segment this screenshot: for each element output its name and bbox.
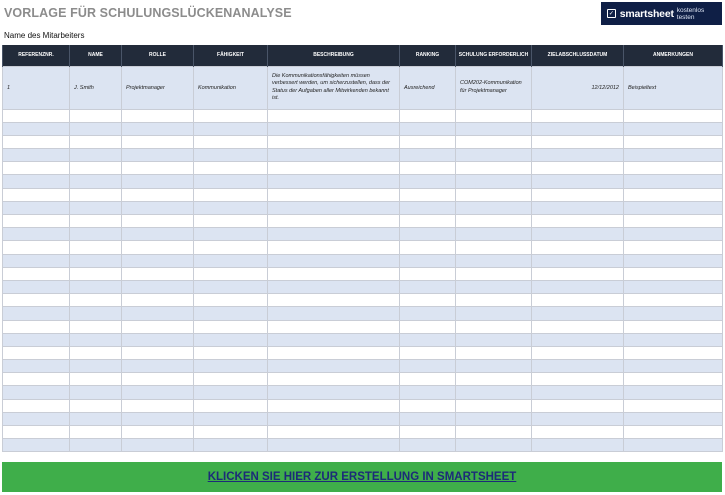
cell-skill[interactable] xyxy=(194,360,268,373)
cell-target-date[interactable] xyxy=(532,201,624,214)
cell-training[interactable] xyxy=(456,386,532,399)
cell-training[interactable] xyxy=(456,215,532,228)
column-header-skill: FÄHIGKEIT xyxy=(194,45,268,66)
cell-description[interactable] xyxy=(268,386,400,399)
cell-training[interactable] xyxy=(456,241,532,254)
table-row xyxy=(3,320,723,333)
cell-role[interactable] xyxy=(122,426,194,439)
cell-skill[interactable] xyxy=(194,228,268,241)
cell-notes[interactable] xyxy=(624,122,723,135)
cell-name[interactable] xyxy=(70,426,122,439)
cell-target-date[interactable] xyxy=(532,373,624,386)
cell-target-date[interactable] xyxy=(532,386,624,399)
cell-training[interactable] xyxy=(456,399,532,412)
cell-skill[interactable] xyxy=(194,215,268,228)
cell-training[interactable] xyxy=(456,135,532,148)
cell-role[interactable] xyxy=(122,346,194,359)
table-header-row xyxy=(3,45,723,66)
cell-target-date[interactable] xyxy=(532,188,624,201)
cell-target-date[interactable] xyxy=(532,109,624,122)
cell-role[interactable] xyxy=(122,109,194,122)
cell-ref[interactable] xyxy=(3,162,70,175)
cell-description[interactable] xyxy=(268,162,400,175)
cell-target-date[interactable] xyxy=(532,135,624,148)
cell-training[interactable] xyxy=(456,412,532,425)
cell-target-date[interactable] xyxy=(532,320,624,333)
cell-notes[interactable] xyxy=(624,175,723,188)
cell-ref[interactable] xyxy=(3,280,70,293)
cell-ranking[interactable] xyxy=(400,346,456,359)
cell-notes[interactable] xyxy=(624,109,723,122)
training-gap-table xyxy=(2,45,723,452)
cell-skill[interactable] xyxy=(194,439,268,452)
cell-ref[interactable] xyxy=(3,175,70,188)
cell-role[interactable] xyxy=(122,360,194,373)
cell-name[interactable] xyxy=(70,201,122,214)
cell-skill[interactable] xyxy=(194,188,268,201)
cell-description[interactable]: Die Kommunikationsfähigkeiten müssen verbessert werden, um sicherzustellen, dass der Status der Aufgaben aller Mitwirkenden bekannt ist. xyxy=(268,66,400,109)
cell-target-date[interactable] xyxy=(532,294,624,307)
cell-name[interactable] xyxy=(70,241,122,254)
table-row xyxy=(3,66,723,109)
cell-notes[interactable] xyxy=(624,280,723,293)
cell-notes[interactable] xyxy=(624,201,723,214)
cell-target-date[interactable] xyxy=(532,333,624,346)
cell-notes[interactable] xyxy=(624,162,723,175)
cell-skill[interactable]: Kommunikation xyxy=(194,66,268,109)
cell-name[interactable] xyxy=(70,320,122,333)
table-row xyxy=(3,426,723,439)
cell-skill[interactable] xyxy=(194,412,268,425)
cell-ranking[interactable] xyxy=(400,320,456,333)
cell-ref[interactable] xyxy=(3,267,70,280)
cell-description[interactable] xyxy=(268,109,400,122)
cell-description[interactable] xyxy=(268,360,400,373)
cell-ranking[interactable] xyxy=(400,109,456,122)
cell-name[interactable] xyxy=(70,333,122,346)
cell-notes[interactable] xyxy=(624,412,723,425)
cell-training[interactable] xyxy=(456,280,532,293)
cell-training[interactable] xyxy=(456,254,532,267)
cell-description[interactable] xyxy=(268,399,400,412)
cell-notes[interactable] xyxy=(624,215,723,228)
cell-ranking[interactable] xyxy=(400,307,456,320)
cell-description[interactable] xyxy=(268,122,400,135)
table-row xyxy=(3,122,723,135)
cell-ranking[interactable] xyxy=(400,188,456,201)
cell-skill[interactable] xyxy=(194,399,268,412)
cell-notes[interactable] xyxy=(624,439,723,452)
cell-notes[interactable] xyxy=(624,267,723,280)
cell-name[interactable] xyxy=(70,267,122,280)
cell-role[interactable] xyxy=(122,135,194,148)
cell-target-date[interactable] xyxy=(532,346,624,359)
table-row xyxy=(3,386,723,399)
cell-description[interactable] xyxy=(268,346,400,359)
cell-training[interactable] xyxy=(456,307,532,320)
cell-notes[interactable] xyxy=(624,346,723,359)
cell-ref[interactable] xyxy=(3,412,70,425)
cell-ref[interactable] xyxy=(3,135,70,148)
cell-target-date[interactable] xyxy=(532,175,624,188)
cell-target-date[interactable] xyxy=(532,149,624,162)
cell-notes[interactable] xyxy=(624,254,723,267)
cell-description[interactable] xyxy=(268,215,400,228)
column-header-role: ROLLE xyxy=(122,45,194,66)
cell-skill[interactable] xyxy=(194,162,268,175)
cell-role[interactable] xyxy=(122,162,194,175)
cell-training[interactable] xyxy=(456,267,532,280)
cell-role[interactable] xyxy=(122,320,194,333)
cell-target-date[interactable] xyxy=(532,215,624,228)
cell-role[interactable] xyxy=(122,373,194,386)
table-row xyxy=(3,333,723,346)
cell-skill[interactable] xyxy=(194,307,268,320)
cell-ranking[interactable] xyxy=(400,333,456,346)
cell-skill[interactable] xyxy=(194,280,268,293)
cell-training[interactable] xyxy=(456,346,532,359)
cell-training[interactable] xyxy=(456,175,532,188)
create-in-smartsheet-link[interactable]: KLICKEN SIE HIER ZUR ERSTELLUNG IN SMARTSHEET xyxy=(207,471,517,483)
cell-name[interactable]: J. Smith xyxy=(70,66,122,109)
cell-description[interactable] xyxy=(268,373,400,386)
table-row xyxy=(3,228,723,241)
cell-role[interactable] xyxy=(122,175,194,188)
cell-target-date[interactable]: 12/12/2012 xyxy=(532,66,624,109)
cell-ranking[interactable] xyxy=(400,294,456,307)
cell-ref[interactable] xyxy=(3,386,70,399)
cell-ranking[interactable] xyxy=(400,412,456,425)
cell-ref[interactable] xyxy=(3,439,70,452)
cell-ref[interactable] xyxy=(3,373,70,386)
table-row xyxy=(3,201,723,214)
cell-ref[interactable] xyxy=(3,254,70,267)
cell-skill[interactable] xyxy=(194,135,268,148)
column-header-training: SCHULUNG ERFORDERLICH xyxy=(456,45,532,66)
cell-notes[interactable]: Beispieltext xyxy=(624,66,723,109)
cell-target-date[interactable] xyxy=(532,254,624,267)
cell-ranking[interactable]: Ausreichend xyxy=(400,66,456,109)
cell-description[interactable] xyxy=(268,426,400,439)
cell-ranking[interactable] xyxy=(400,162,456,175)
cell-notes[interactable] xyxy=(624,149,723,162)
cell-training[interactable] xyxy=(456,373,532,386)
cell-ref[interactable] xyxy=(3,399,70,412)
cell-ranking[interactable] xyxy=(400,135,456,148)
cell-description[interactable] xyxy=(268,241,400,254)
cell-name[interactable] xyxy=(70,294,122,307)
column-header-target-date: ZIELABSCHLUSSDATUM xyxy=(532,45,624,66)
cell-notes[interactable] xyxy=(624,228,723,241)
cell-notes[interactable] xyxy=(624,135,723,148)
cell-skill[interactable] xyxy=(194,254,268,267)
cell-target-date[interactable] xyxy=(532,122,624,135)
cell-skill[interactable] xyxy=(194,149,268,162)
cell-ranking[interactable] xyxy=(400,360,456,373)
table-row xyxy=(3,373,723,386)
cell-ref[interactable] xyxy=(3,346,70,359)
cell-role[interactable] xyxy=(122,228,194,241)
cell-description[interactable] xyxy=(268,294,400,307)
cell-ref[interactable] xyxy=(3,109,70,122)
cell-description[interactable] xyxy=(268,175,400,188)
logo-name: smartsheet xyxy=(619,7,674,20)
cell-role[interactable] xyxy=(122,254,194,267)
cell-training[interactable] xyxy=(456,122,532,135)
table-row xyxy=(3,307,723,320)
cell-description[interactable] xyxy=(268,201,400,214)
cell-description[interactable] xyxy=(268,439,400,452)
cell-skill[interactable] xyxy=(194,386,268,399)
cell-notes[interactable] xyxy=(624,426,723,439)
table-row xyxy=(3,188,723,201)
cell-description[interactable] xyxy=(268,333,400,346)
cell-name[interactable] xyxy=(70,162,122,175)
cell-ref[interactable] xyxy=(3,188,70,201)
cell-ranking[interactable] xyxy=(400,280,456,293)
cell-target-date[interactable] xyxy=(532,399,624,412)
cell-notes[interactable] xyxy=(624,360,723,373)
table-row xyxy=(3,109,723,122)
cell-skill[interactable] xyxy=(194,109,268,122)
cell-name[interactable] xyxy=(70,175,122,188)
cell-notes[interactable] xyxy=(624,307,723,320)
cell-role[interactable] xyxy=(122,412,194,425)
cell-ranking[interactable] xyxy=(400,228,456,241)
cell-role[interactable] xyxy=(122,201,194,214)
cell-notes[interactable] xyxy=(624,320,723,333)
table-row xyxy=(3,412,723,425)
cell-name[interactable] xyxy=(70,228,122,241)
cell-ranking[interactable] xyxy=(400,439,456,452)
cell-notes[interactable] xyxy=(624,188,723,201)
cell-ranking[interactable] xyxy=(400,254,456,267)
table-row xyxy=(3,215,723,228)
cell-ref[interactable] xyxy=(3,320,70,333)
cell-ref[interactable] xyxy=(3,122,70,135)
cell-training[interactable] xyxy=(456,162,532,175)
cell-skill[interactable] xyxy=(194,267,268,280)
cell-role[interactable] xyxy=(122,267,194,280)
cell-ranking[interactable] xyxy=(400,241,456,254)
cell-role[interactable] xyxy=(122,386,194,399)
cell-skill[interactable] xyxy=(194,294,268,307)
cell-description[interactable] xyxy=(268,320,400,333)
cell-training[interactable] xyxy=(456,228,532,241)
table-row xyxy=(3,135,723,148)
cell-training[interactable] xyxy=(456,333,532,346)
cell-description[interactable] xyxy=(268,254,400,267)
cell-target-date[interactable] xyxy=(532,307,624,320)
cell-name[interactable] xyxy=(70,373,122,386)
cell-skill[interactable] xyxy=(194,333,268,346)
cell-name[interactable] xyxy=(70,280,122,293)
cell-skill[interactable] xyxy=(194,122,268,135)
cell-skill[interactable] xyxy=(194,346,268,359)
cell-target-date[interactable] xyxy=(532,228,624,241)
cell-ranking[interactable] xyxy=(400,373,456,386)
cell-description[interactable] xyxy=(268,188,400,201)
cta-banner[interactable] xyxy=(2,462,722,492)
cell-description[interactable] xyxy=(268,307,400,320)
cell-notes[interactable] xyxy=(624,241,723,254)
cell-skill[interactable] xyxy=(194,201,268,214)
cell-skill[interactable] xyxy=(194,320,268,333)
cell-role[interactable] xyxy=(122,307,194,320)
table-row xyxy=(3,162,723,175)
page-title: VORLAGE FÜR SCHULUNGSLÜCKENANALYSE xyxy=(4,6,292,20)
cell-skill[interactable] xyxy=(194,175,268,188)
cell-training[interactable] xyxy=(456,320,532,333)
cell-ref[interactable] xyxy=(3,294,70,307)
column-header-notes: ANMERKUNGEN xyxy=(624,45,723,66)
cell-name[interactable] xyxy=(70,412,122,425)
cell-notes[interactable] xyxy=(624,294,723,307)
cell-name[interactable] xyxy=(70,215,122,228)
cell-ref[interactable] xyxy=(3,360,70,373)
table-row xyxy=(3,294,723,307)
cell-role[interactable] xyxy=(122,149,194,162)
cell-name[interactable] xyxy=(70,439,122,452)
table-row xyxy=(3,439,723,452)
cell-notes[interactable] xyxy=(624,386,723,399)
cell-target-date[interactable] xyxy=(532,412,624,425)
cell-role[interactable] xyxy=(122,241,194,254)
cell-training[interactable]: COM202-Kommunikation für Projektmanager xyxy=(456,66,532,109)
table-row xyxy=(3,241,723,254)
cell-skill[interactable] xyxy=(194,373,268,386)
cell-name[interactable] xyxy=(70,386,122,399)
smartsheet-check-icon: ✓ xyxy=(608,10,614,17)
cell-description[interactable] xyxy=(268,267,400,280)
cell-name[interactable] xyxy=(70,188,122,201)
cell-name[interactable] xyxy=(70,122,122,135)
smartsheet-logo-button[interactable] xyxy=(601,2,722,25)
cell-ref[interactable] xyxy=(3,215,70,228)
cell-ranking[interactable] xyxy=(400,399,456,412)
cell-ranking[interactable] xyxy=(400,122,456,135)
cell-training[interactable] xyxy=(456,188,532,201)
cell-target-date[interactable] xyxy=(532,426,624,439)
column-header-ref: REFERENZNR. xyxy=(3,45,70,66)
cell-training[interactable] xyxy=(456,149,532,162)
logo-tagline: kostenlos testen xyxy=(676,6,705,21)
cell-notes[interactable] xyxy=(624,373,723,386)
cell-name[interactable] xyxy=(70,135,122,148)
cell-description[interactable] xyxy=(268,412,400,425)
cell-role[interactable] xyxy=(122,280,194,293)
cell-ranking[interactable] xyxy=(400,215,456,228)
cell-role[interactable] xyxy=(122,188,194,201)
cell-role[interactable] xyxy=(122,122,194,135)
cell-description[interactable] xyxy=(268,280,400,293)
table-row xyxy=(3,267,723,280)
cell-role[interactable]: Projektmanager xyxy=(122,66,194,109)
cell-role[interactable] xyxy=(122,294,194,307)
cell-name[interactable] xyxy=(70,109,122,122)
cell-ranking[interactable] xyxy=(400,267,456,280)
cell-target-date[interactable] xyxy=(532,439,624,452)
employee-name-label: Name des Mitarbeiters xyxy=(4,31,85,40)
cell-ref[interactable] xyxy=(3,333,70,346)
cell-name[interactable] xyxy=(70,149,122,162)
cell-description[interactable] xyxy=(268,149,400,162)
cell-training[interactable] xyxy=(456,201,532,214)
cell-role[interactable] xyxy=(122,333,194,346)
cell-ref[interactable]: 1 xyxy=(3,66,70,109)
cell-ranking[interactable] xyxy=(400,386,456,399)
cell-description[interactable] xyxy=(268,228,400,241)
cell-target-date[interactable] xyxy=(532,162,624,175)
cell-name[interactable] xyxy=(70,254,122,267)
column-header-name: NAME xyxy=(70,45,122,66)
cell-ranking[interactable] xyxy=(400,426,456,439)
cell-ref[interactable] xyxy=(3,149,70,162)
table-row xyxy=(3,149,723,162)
cell-skill[interactable] xyxy=(194,426,268,439)
cell-ref[interactable] xyxy=(3,201,70,214)
cell-training[interactable] xyxy=(456,426,532,439)
column-header-ranking: RANKING xyxy=(400,45,456,66)
cell-notes[interactable] xyxy=(624,399,723,412)
table-row xyxy=(3,254,723,267)
cell-role[interactable] xyxy=(122,439,194,452)
column-header-description: BESCHREIBUNG xyxy=(268,45,400,66)
cell-ranking[interactable] xyxy=(400,201,456,214)
cell-notes[interactable] xyxy=(624,333,723,346)
table-row xyxy=(3,346,723,359)
cell-target-date[interactable] xyxy=(532,267,624,280)
cell-ranking[interactable] xyxy=(400,175,456,188)
cell-target-date[interactable] xyxy=(532,241,624,254)
cell-name[interactable] xyxy=(70,346,122,359)
cell-name[interactable] xyxy=(70,307,122,320)
cell-training[interactable] xyxy=(456,439,532,452)
cell-ref[interactable] xyxy=(3,426,70,439)
table-row xyxy=(3,175,723,188)
table-row xyxy=(3,399,723,412)
table-row xyxy=(3,280,723,293)
cell-ref[interactable] xyxy=(3,228,70,241)
table-row xyxy=(3,360,723,373)
cell-ref[interactable] xyxy=(3,307,70,320)
cell-target-date[interactable] xyxy=(532,280,624,293)
cell-training[interactable] xyxy=(456,360,532,373)
cell-name[interactable] xyxy=(70,360,122,373)
cell-ranking[interactable] xyxy=(400,149,456,162)
cell-description[interactable] xyxy=(268,135,400,148)
cell-role[interactable] xyxy=(122,399,194,412)
cell-role[interactable] xyxy=(122,215,194,228)
cell-target-date[interactable] xyxy=(532,360,624,373)
cell-training[interactable] xyxy=(456,294,532,307)
cell-ref[interactable] xyxy=(3,241,70,254)
cell-training[interactable] xyxy=(456,109,532,122)
cell-skill[interactable] xyxy=(194,241,268,254)
cell-name[interactable] xyxy=(70,399,122,412)
